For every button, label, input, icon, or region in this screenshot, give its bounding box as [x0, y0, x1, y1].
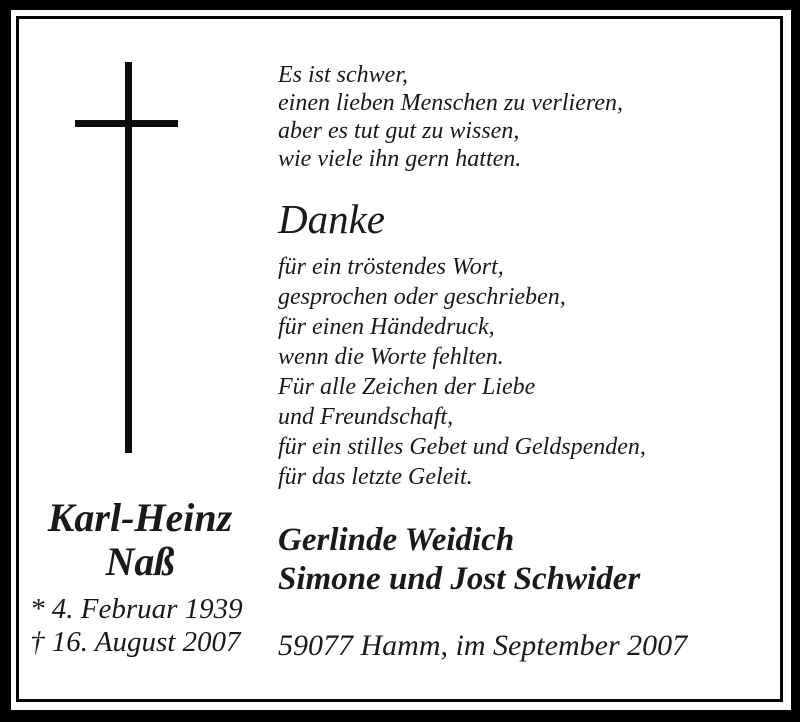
thanks-verse-line: für einen Händedruck, — [278, 314, 495, 340]
opening-verse — [278, 61, 623, 173]
opening-verse-line: wie viele ihn gern hatten. — [278, 146, 522, 172]
cross-horizontal-bar — [75, 120, 178, 127]
place-date: 59077 Hamm, im September 2007 — [278, 629, 688, 662]
opening-verse-line: einen lieben Menschen zu verlieren, — [278, 90, 623, 116]
thanks-verse-line: für ein stilles Gebet und Geldspenden, — [278, 434, 646, 460]
thanks-heading: Danke — [278, 196, 386, 242]
mourners — [278, 521, 640, 599]
latin-cross-icon — [19, 19, 219, 469]
deceased-name-line2: Naß — [105, 539, 175, 584]
thanks-verse-line: und Freundschaft, — [278, 404, 454, 430]
thanks-verse-line: für das letzte Geleit. — [278, 464, 473, 490]
life-dates — [30, 593, 243, 659]
opening-verse-line: Es ist schwer, — [278, 62, 409, 88]
opening-verse-line: aber es tut gut zu wissen, — [278, 118, 520, 144]
death-date: † 16. August 2007 — [30, 626, 241, 658]
mourner-line: Gerlinde Weidich — [278, 522, 515, 558]
frame-gap — [11, 10, 791, 710]
deceased-name-line1: Karl-Heinz — [47, 495, 233, 540]
thanks-verse — [278, 252, 646, 492]
thanks-verse-line: gesprochen oder geschrieben, — [278, 284, 566, 310]
deceased-name — [19, 496, 261, 584]
birth-date: * 4. Februar 1939 — [30, 593, 243, 625]
thanks-verse-line: für ein tröstendes Wort, — [278, 254, 504, 280]
obituary-card — [16, 16, 783, 702]
thanks-verse-line: wenn die Worte fehlten. — [278, 344, 504, 370]
mourner-line: Simone und Jost Schwider — [278, 561, 641, 597]
thanks-verse-line: Für alle Zeichen der Liebe — [278, 374, 536, 400]
